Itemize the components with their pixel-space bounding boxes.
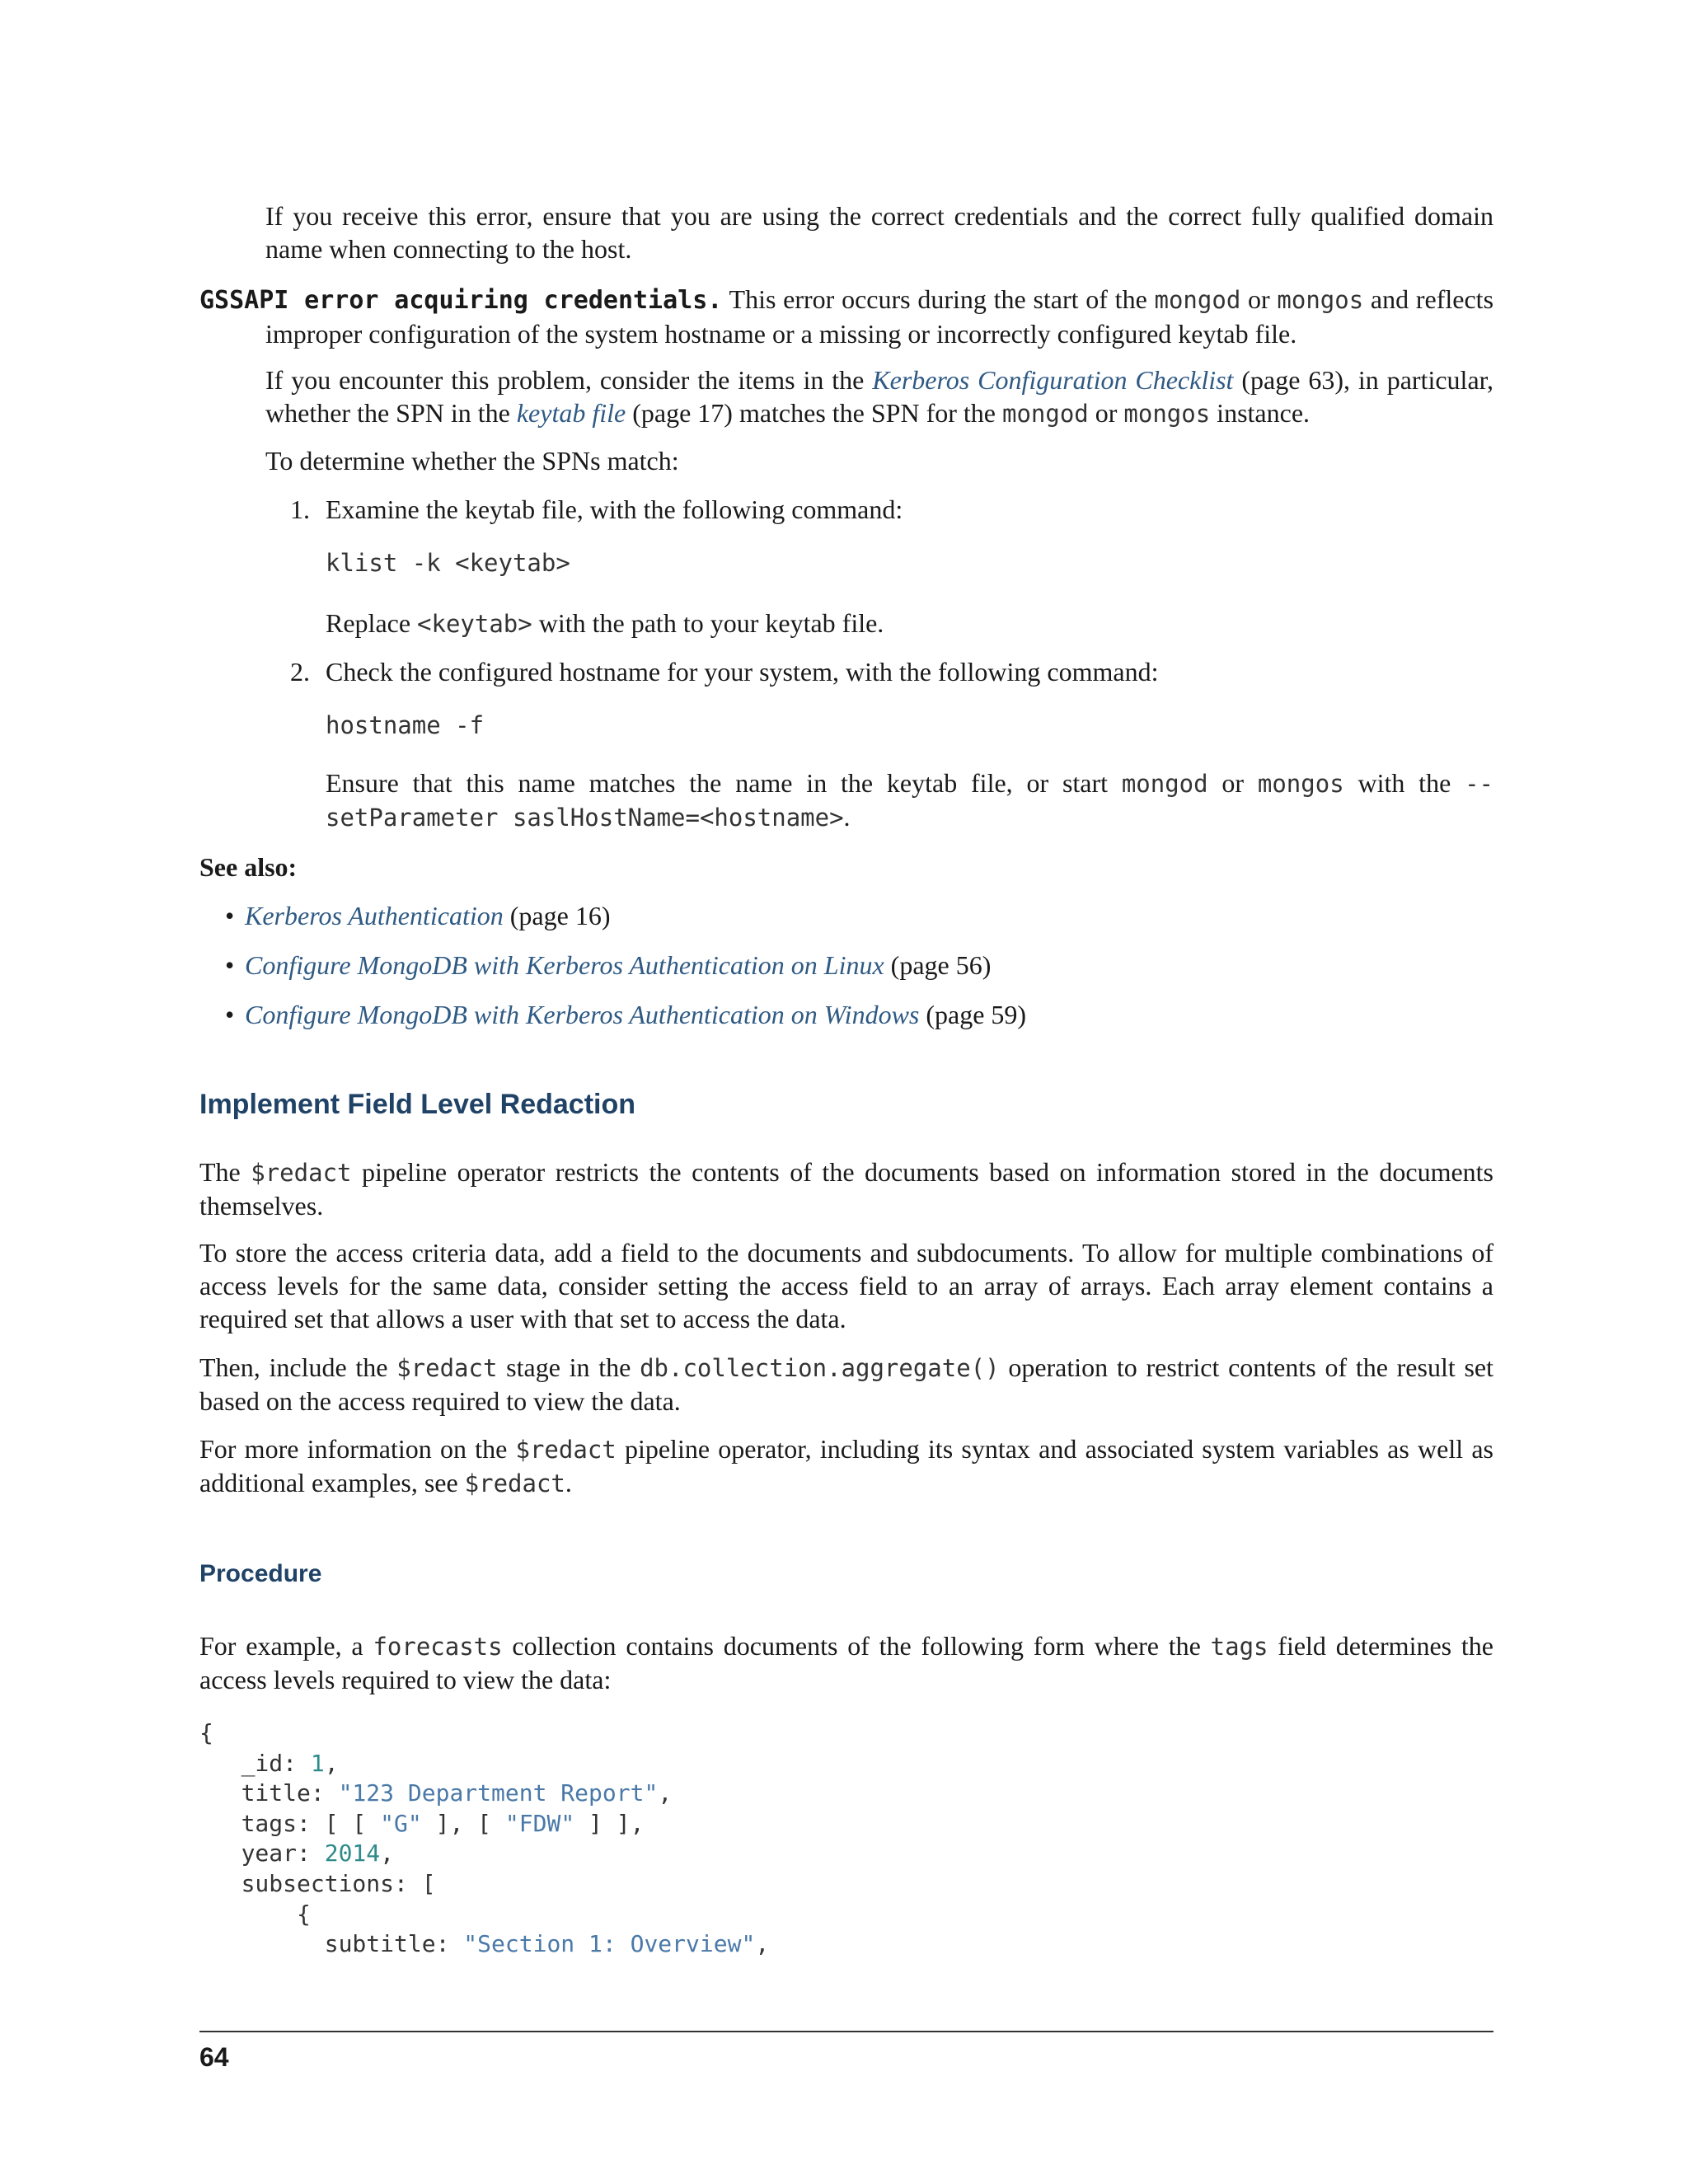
code-line: { bbox=[199, 1719, 213, 1746]
procedure-heading: Procedure bbox=[199, 1560, 322, 1587]
see-also-page: (page 56) bbox=[884, 950, 992, 980]
see-also-label bbox=[199, 851, 297, 883]
code-punct: ], [ bbox=[421, 1809, 505, 1837]
code-string: "Section 1: Overview" bbox=[463, 1930, 756, 1958]
code-number: 2014 bbox=[324, 1840, 381, 1868]
more-info-text: pipeline operator, including its syntax and associated system variables as well as additional examples, see bbox=[199, 1434, 1494, 1497]
footer-rule bbox=[199, 2031, 1493, 2032]
link-keytab-file[interactable]: keytab file bbox=[516, 398, 626, 428]
step-1-command bbox=[326, 546, 570, 579]
code-mongos: mongos bbox=[1123, 400, 1211, 428]
step-1-note bbox=[326, 607, 884, 640]
see-also-item bbox=[245, 949, 991, 982]
code-line: subtitle: bbox=[199, 1930, 464, 1958]
checklist-text: or bbox=[1088, 398, 1124, 428]
procedure-text: collection contains documents of the following form where the bbox=[502, 1631, 1211, 1661]
code-redact: $redact bbox=[515, 1436, 617, 1464]
code-mongos: mongos bbox=[1277, 286, 1364, 314]
section-heading: Implement Field Level Redaction bbox=[199, 1089, 636, 1120]
step-2-number: 2. bbox=[290, 657, 310, 687]
redact-intro-text: The bbox=[199, 1157, 251, 1187]
checklist-text: (page 63), in particular, whether the SPN in the bbox=[265, 365, 1494, 428]
code-mongos: mongos bbox=[1257, 770, 1344, 798]
see-also-item bbox=[245, 998, 1026, 1031]
determine-spn-text: To determine whether the SPNs match: bbox=[265, 446, 679, 476]
see-also-text: See also: bbox=[199, 852, 298, 882]
code-line: _id: bbox=[199, 1749, 311, 1777]
step-2-note-text: with the bbox=[1343, 768, 1465, 798]
code-punct: ] ], bbox=[574, 1809, 645, 1837]
code-setparameter: --setParameter saslHostName=<hostname> bbox=[326, 770, 1493, 832]
code-number: 1 bbox=[310, 1749, 325, 1777]
determine-spn-paragraph bbox=[265, 444, 679, 477]
step-2-note bbox=[326, 766, 1493, 834]
step-2-note-text: Ensure that this name matches the name in the keytab file, or start bbox=[326, 768, 1122, 798]
error-paragraph bbox=[265, 199, 1493, 265]
code-string: "G" bbox=[380, 1809, 422, 1837]
procedure-text: field determines the access levels required to view the data: bbox=[199, 1631, 1494, 1694]
code-punct: , bbox=[755, 1930, 770, 1958]
redact-intro-paragraph bbox=[199, 1155, 1493, 1222]
redact-stage-text: operation to restrict contents of the result set based on the access required to view the data. bbox=[199, 1352, 1494, 1416]
step-1-note-text: with the path to your keytab file. bbox=[532, 608, 884, 638]
code-redact: $redact bbox=[396, 1354, 498, 1382]
code-redact: $redact bbox=[251, 1159, 352, 1187]
gssapi-text: This error occurs during the start of the bbox=[722, 284, 1155, 314]
code-line: tags: [ [ bbox=[199, 1809, 381, 1837]
code-punct: , bbox=[380, 1840, 395, 1868]
gssapi-definition bbox=[199, 283, 1493, 350]
redact-intro-text: pipeline operator restricts the contents of the documents based on information stored in the documents themselves. bbox=[199, 1157, 1494, 1221]
code-aggregate: db.collection.aggregate() bbox=[640, 1354, 1000, 1382]
step-2-note-text: . bbox=[843, 802, 851, 832]
gssapi-text: or bbox=[1240, 284, 1278, 314]
code-forecasts: forecasts bbox=[373, 1633, 503, 1661]
checklist-text: If you encounter this problem, consider the items in the bbox=[265, 365, 873, 395]
step-2-command bbox=[326, 709, 484, 742]
code-mongod: mongod bbox=[1001, 400, 1089, 428]
redact-stage-text: Then, include the bbox=[199, 1352, 397, 1382]
code-redact: $redact bbox=[464, 1469, 565, 1497]
more-info-text: For more information on the bbox=[199, 1434, 516, 1464]
checklist-text: (page 17) matches the SPN for the bbox=[626, 398, 1002, 428]
code-example bbox=[199, 1718, 1493, 1960]
step-2-text bbox=[326, 655, 1158, 688]
code-punct: , bbox=[658, 1779, 673, 1807]
code-line: subsections: [ bbox=[199, 1869, 436, 1897]
procedure-paragraph bbox=[199, 1629, 1493, 1696]
code-line: title: bbox=[199, 1779, 339, 1807]
step-1-number: 1. bbox=[290, 494, 310, 524]
step-1-label: Examine the keytab file, with the following command: bbox=[326, 494, 903, 524]
gssapi-text: and reflects improper configuration of the system hostname or a missing or incorrectly configured keytab file. bbox=[265, 284, 1494, 349]
code-punct: , bbox=[324, 1749, 339, 1777]
link-kerberos-configuration-checklist[interactable]: Kerberos Configuration Checklist bbox=[872, 365, 1234, 395]
code-mongod: mongod bbox=[1154, 286, 1241, 314]
see-also-item bbox=[245, 899, 610, 932]
code-string: "123 Department Report" bbox=[338, 1779, 659, 1807]
error-paragraph-text: If you receive this error, ensure that you are using the correct credentials and the correct fully qualified domain name when connecting to the host. bbox=[265, 201, 1493, 264]
procedure-text: For example, a bbox=[199, 1631, 373, 1661]
checklist-paragraph bbox=[265, 363, 1493, 430]
link-kerberos-authentication[interactable]: Kerberos Authentication bbox=[245, 901, 504, 930]
access-criteria-text: To store the access criteria data, add a field to the documents and subdocuments. To allow for multiple combinations of access levels for the same data, consider setting the access field to an array of arrays. Each array element contains a required set that allows a user with that set to access the data. bbox=[199, 1238, 1493, 1333]
hostname-command: hostname -f bbox=[326, 711, 485, 739]
redact-stage-paragraph bbox=[199, 1351, 1493, 1418]
link-configure-kerberos-windows[interactable]: Configure MongoDB with Kerberos Authentication on Windows bbox=[245, 1000, 920, 1029]
more-info-paragraph bbox=[199, 1432, 1493, 1500]
code-keytab: <keytab> bbox=[417, 610, 532, 638]
see-also-page: (page 59) bbox=[919, 1000, 1027, 1029]
klist-command: klist -k <keytab> bbox=[326, 549, 570, 577]
page-number: 64 bbox=[199, 2042, 229, 2072]
checklist-text: instance. bbox=[1210, 398, 1311, 428]
step-2-note-text: or bbox=[1207, 768, 1258, 798]
code-line: { bbox=[199, 1900, 311, 1928]
link-configure-kerberos-linux[interactable]: Configure MongoDB with Kerberos Authentication on Linux bbox=[245, 950, 884, 980]
step-1-text bbox=[326, 493, 903, 526]
see-also-page: (page 16) bbox=[503, 901, 611, 930]
code-string: "FDW" bbox=[504, 1809, 575, 1837]
step-1-note-text: Replace bbox=[326, 608, 418, 638]
access-criteria-paragraph bbox=[199, 1236, 1493, 1335]
more-info-text: . bbox=[565, 1468, 572, 1497]
redact-stage-text: stage in the bbox=[497, 1352, 640, 1382]
code-mongod: mongod bbox=[1121, 770, 1208, 798]
step-2-label: Check the configured hostname for your system, with the following command: bbox=[326, 657, 1159, 687]
gssapi-term: GSSAPI error acquiring credentials. bbox=[199, 286, 723, 315]
code-line: year: bbox=[199, 1840, 325, 1868]
code-tags: tags bbox=[1210, 1633, 1268, 1661]
